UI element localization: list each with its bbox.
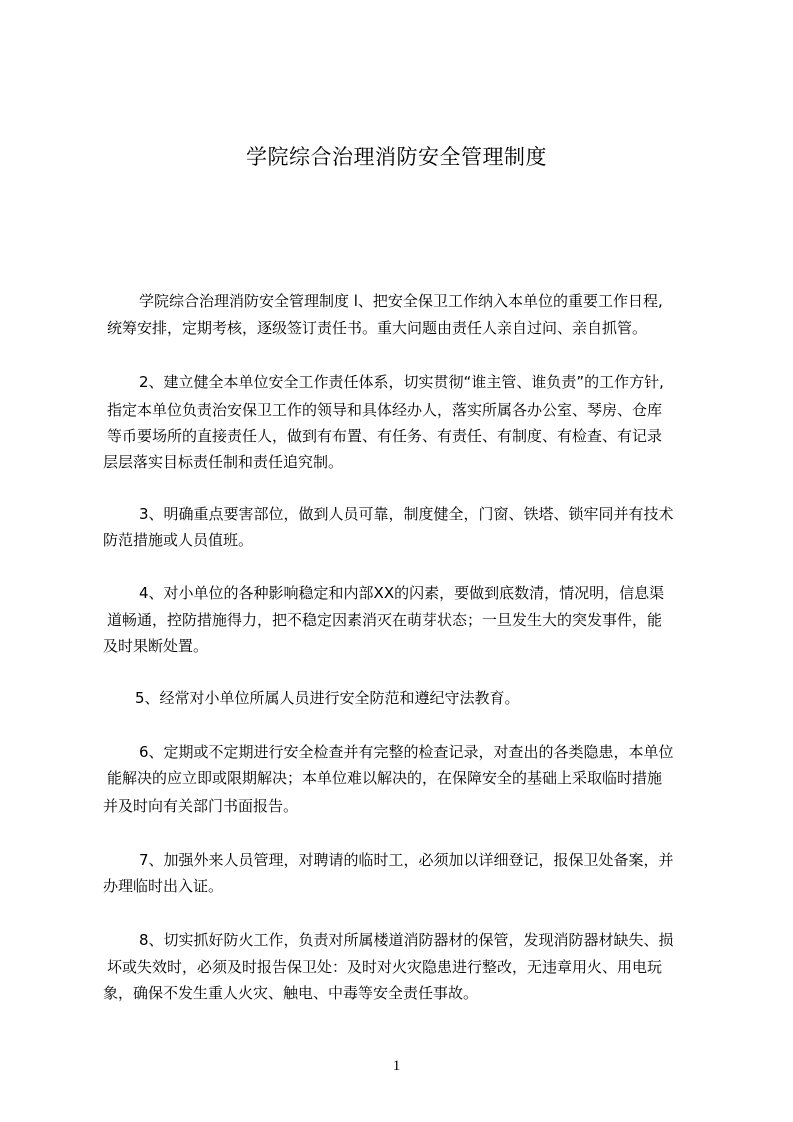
paragraph-line: 能解决的应立即或限期解决；本单位难以解决的，在保障安全的基础上采取临时措施 (107, 769, 663, 787)
paragraph-line: 坏或失效时，必须及时报告保卫处：及时对火灾隐患进行整改，无违章用火、用电玩 (107, 958, 663, 976)
paragraph-line: 4、对小单位的各种影响稳定和内部XX的闪素，要做到底数清，情况明，信息渠 (139, 584, 665, 602)
paragraph-line: 5、经常对小单位所属人员进行安全防范和遵纪守法教育。 (135, 689, 520, 707)
paragraph-line: 7、加强外来人员管理，对聘请的临时工，必须加以详细登记，报保卫处备案，并 (139, 851, 674, 869)
paragraph-line: 学院综合治理消防安全管理制度 l、把安全保卫工作纳入本单位的重要工作日程, (139, 292, 663, 310)
paragraph-line: 及时果断处置。 (103, 637, 209, 655)
document-title: 学院综合治理消防安全管理制度 (246, 145, 547, 169)
paragraph-line: 象，确保不发生重人火灾、触电、中毒等安全责任事故。 (103, 984, 479, 1002)
paragraph-line: 等币要场所的直接责任人，做到有布置、有任务、有责任、有制度、有检查、有记录 (107, 427, 663, 445)
paragraph-line: 8、切实抓好防火工作，负责对所属楼道消防器材的保管，发现消防器材缺失、损 (139, 931, 674, 949)
paragraph-line: 指定本单位负责治安保卫工作的领导和具体经办人，落实所属各办公室、琴房、仓库 (107, 401, 663, 419)
paragraph-line: 2、建立健全本单位安全工作责任体系，切实贯彻“谁主管、谁负责”的工作方针, (139, 373, 664, 391)
paragraph-line: 统筹安排，定期考核，逐级签订责任书。重大问题由责任人亲自过问、亲自抓管。 (107, 319, 648, 337)
paragraph-line: 3、明确重点要害部位，做到人员可靠，制度健全，门窗、铁塔、锁牢同并有技术 (139, 505, 674, 523)
paragraph-line: 层层落实目标责任制和责任追究制。 (103, 453, 344, 471)
paragraph-line: 道畅通，控防措施得力，把不稳定因素消灭在萌芽状态；一旦发生大的突发事件，能 (107, 611, 663, 629)
paragraph-line: 并及时向有关部门书面报告。 (103, 797, 299, 815)
paragraph-line: 6、定期或不定期进行安全检查并有完整的检查记录，对查出的各类隐患，本单位 (139, 743, 674, 761)
page-number: 1 (392, 1058, 401, 1074)
paragraph-line: 办理临时出入证。 (103, 877, 224, 895)
paragraph-line: 防范措施或人员值班。 (103, 531, 254, 549)
